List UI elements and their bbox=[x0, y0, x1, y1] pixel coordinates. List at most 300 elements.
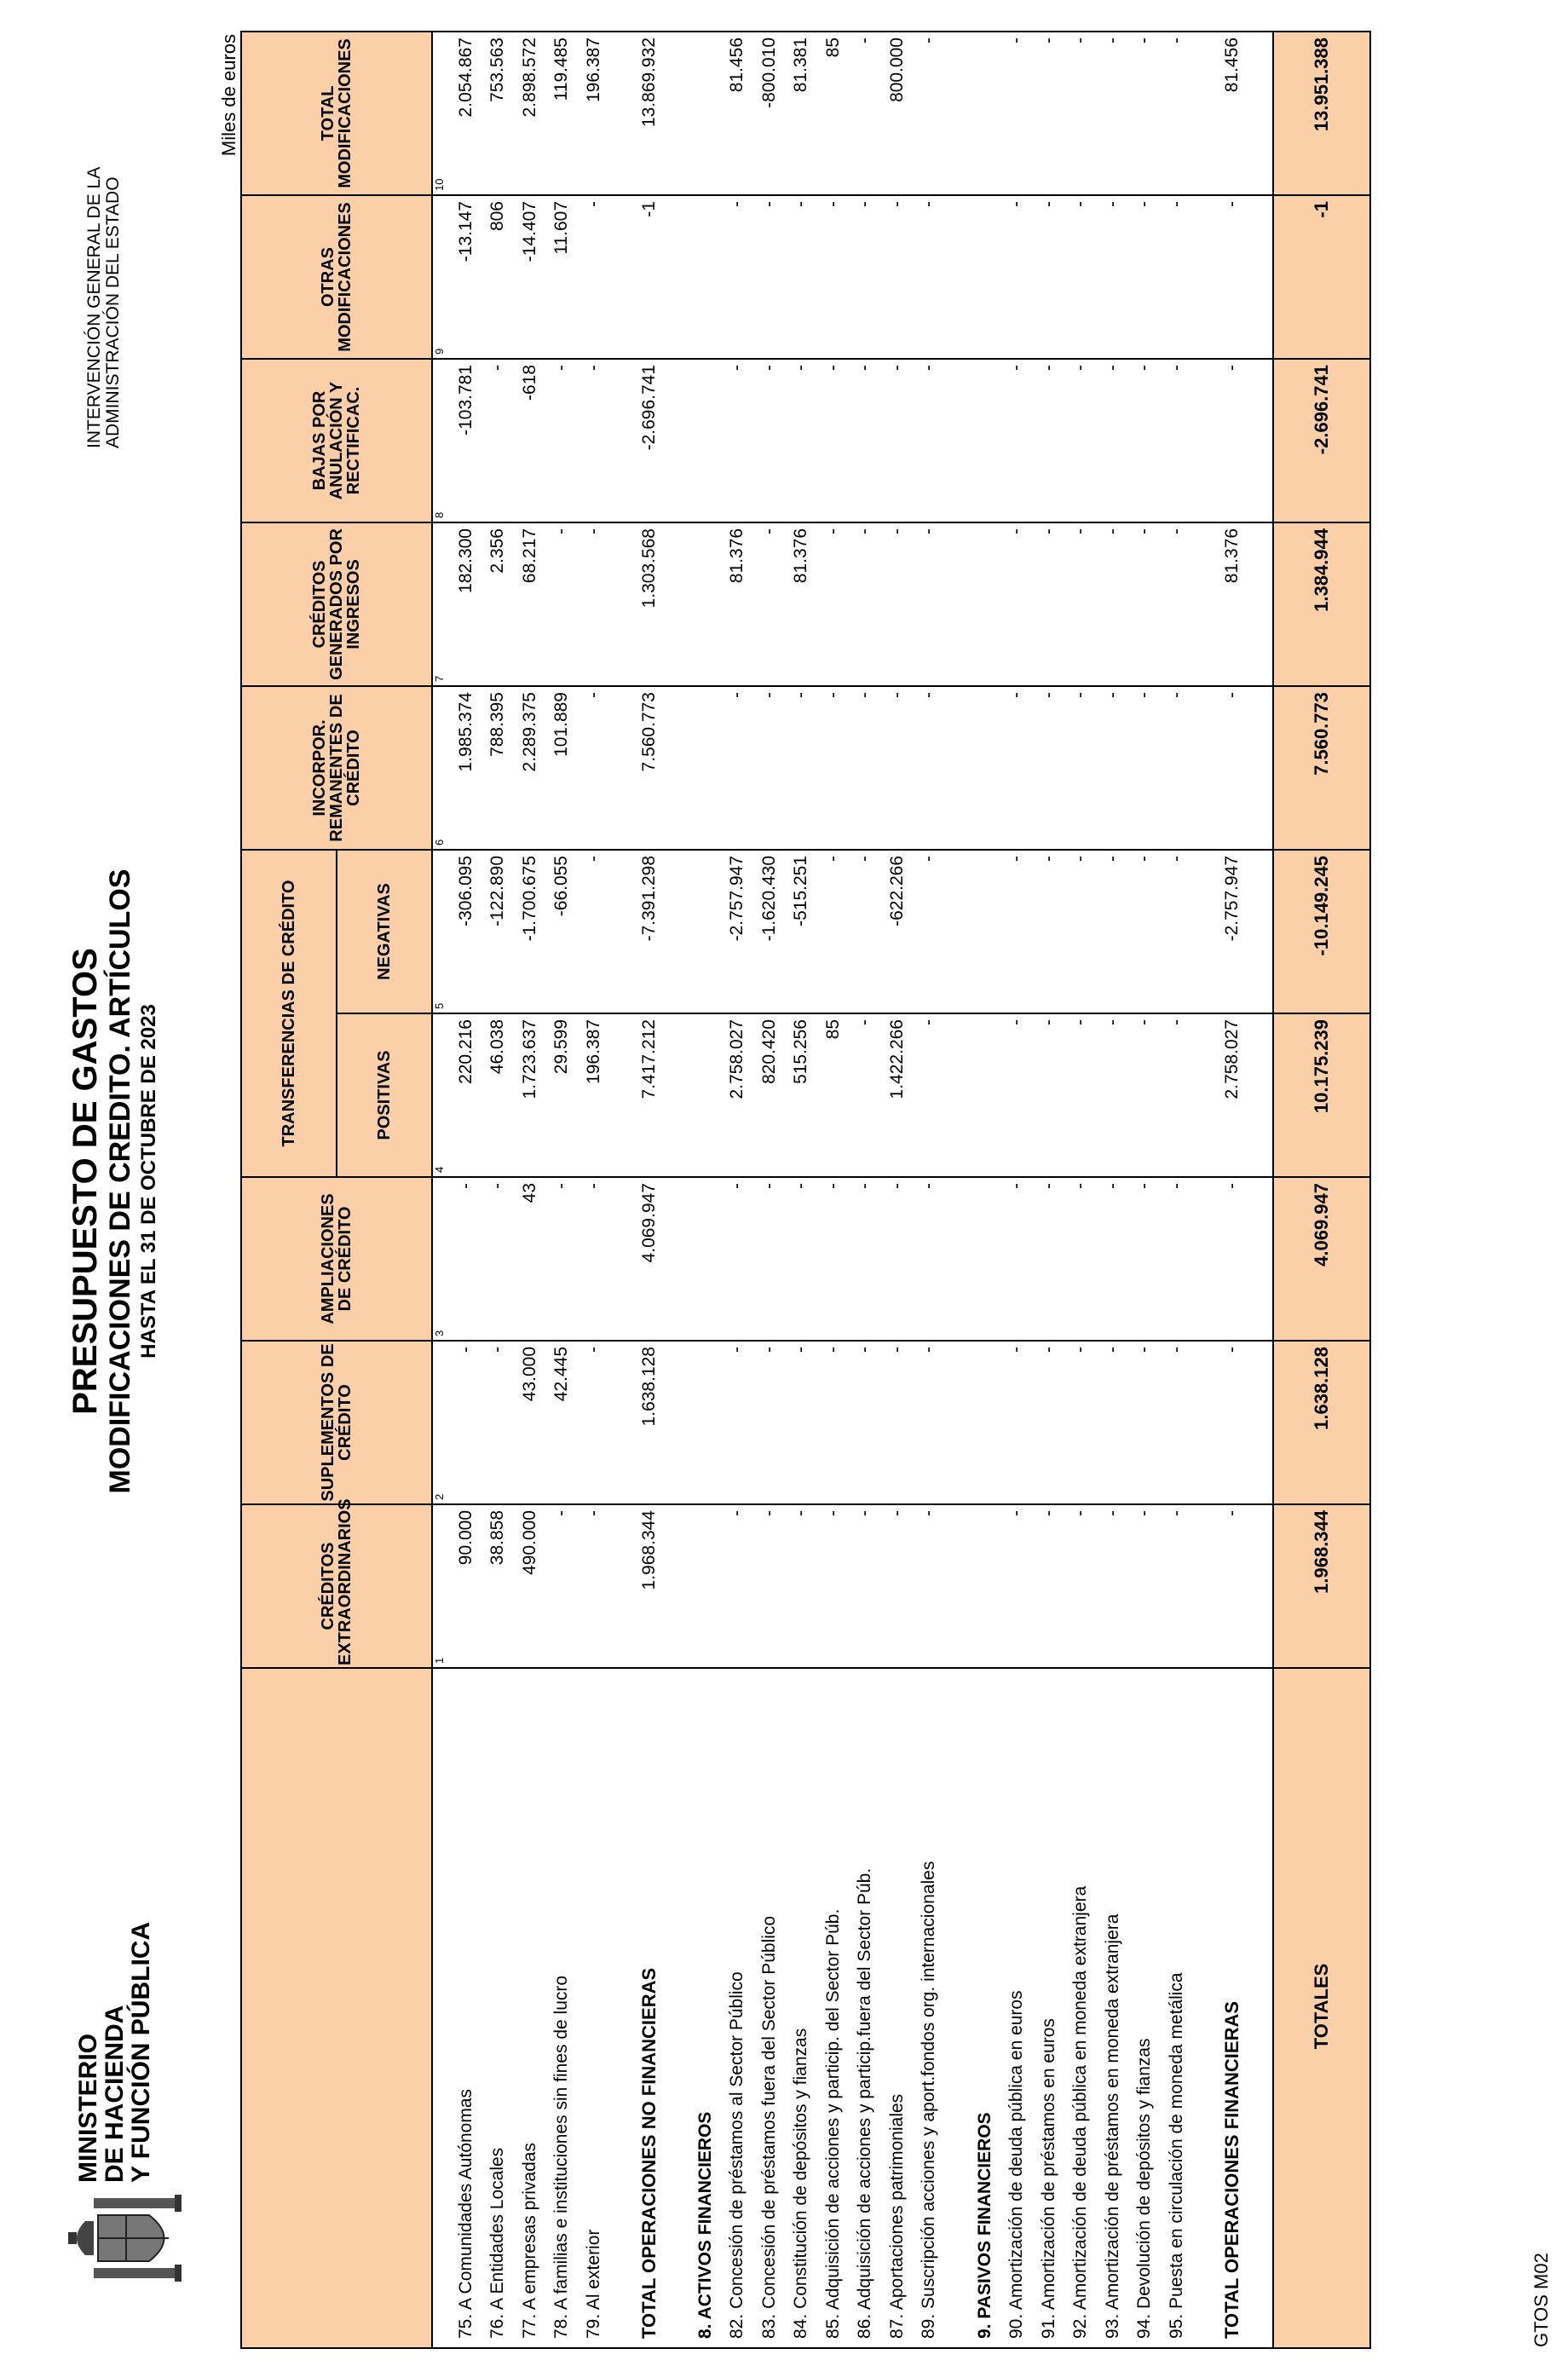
cell-value: - bbox=[722, 1177, 754, 1341]
cell-value: - bbox=[786, 1177, 818, 1341]
cell-value: 753.563 bbox=[482, 32, 515, 195]
cell-value: - bbox=[1129, 195, 1162, 359]
cell-value: - bbox=[1001, 1013, 1034, 1177]
cell-value: 1.638.128 bbox=[634, 1341, 666, 1504]
cell-value: - bbox=[753, 1504, 786, 1668]
cell-value: 4.069.947 bbox=[634, 1177, 666, 1341]
cell-value: -13.147 bbox=[450, 195, 482, 359]
cell-value: - bbox=[1217, 686, 1249, 850]
cell-value: - bbox=[914, 195, 946, 359]
cell-value: -800.010 bbox=[753, 32, 786, 195]
cell-value: - bbox=[1161, 1013, 1193, 1177]
cell-value: - bbox=[817, 850, 850, 1013]
cell-value: 81.376 bbox=[1217, 522, 1249, 686]
cell-value: - bbox=[881, 1504, 914, 1668]
cell-value bbox=[666, 195, 689, 359]
cell-value: - bbox=[753, 522, 786, 686]
cell-value bbox=[945, 195, 969, 359]
cell-value: - bbox=[1161, 850, 1193, 1013]
cell-value: - bbox=[1097, 195, 1129, 359]
column-index: 3 bbox=[432, 1177, 450, 1341]
cell-value: -618 bbox=[514, 359, 546, 522]
cell-value: -103.781 bbox=[450, 359, 482, 522]
cell-value: - bbox=[1161, 1341, 1193, 1504]
row-label: 84. Constitución de depósitos y fianzas bbox=[786, 1668, 818, 2348]
cell-value: 68.217 bbox=[514, 522, 546, 686]
cell-value: - bbox=[1001, 850, 1034, 1013]
cell-value: - bbox=[753, 359, 786, 522]
cell-value: - bbox=[881, 195, 914, 359]
cell-value: - bbox=[850, 686, 882, 850]
total-financieras-row bbox=[1217, 32, 1249, 2348]
cell-value: - bbox=[1033, 1013, 1065, 1177]
table-row bbox=[881, 32, 914, 2348]
cell-value: - bbox=[817, 1341, 850, 1504]
cell-value: - bbox=[1129, 1013, 1162, 1177]
cell-value: - bbox=[850, 359, 882, 522]
table-row bbox=[1129, 32, 1162, 2348]
cell-value: 1.303.568 bbox=[634, 522, 666, 686]
row-label: 76. A Entidades Locales bbox=[482, 1668, 515, 2348]
cell-value: - bbox=[1161, 1177, 1193, 1341]
cell-value: - bbox=[1097, 32, 1129, 195]
cell-value: - bbox=[1217, 1177, 1249, 1341]
cell-value: - bbox=[786, 1341, 818, 1504]
cell-value: - bbox=[578, 522, 610, 686]
cell-value: -306.095 bbox=[450, 850, 482, 1013]
cell-value bbox=[689, 1504, 722, 1668]
cell-value bbox=[1248, 850, 1273, 1013]
cell-value: - bbox=[1129, 686, 1162, 850]
cell-value: - bbox=[1097, 850, 1129, 1013]
cell-value bbox=[969, 522, 1001, 686]
units-label: Miles de euros bbox=[218, 34, 239, 157]
cell-value: - bbox=[1033, 1341, 1065, 1504]
cell-value: - bbox=[1033, 1504, 1065, 1668]
cell-value: -1.700.675 bbox=[514, 850, 546, 1013]
cell-value bbox=[666, 1013, 689, 1177]
cell-value bbox=[666, 1177, 689, 1341]
modifications-table bbox=[240, 31, 1371, 2349]
cell-value: - bbox=[914, 850, 946, 1013]
cell-value: - bbox=[1129, 1177, 1162, 1341]
cell-value: - bbox=[850, 850, 882, 1013]
title-sub: MODIFICACIONES DE CREDITO. ARTÍCULOS bbox=[104, 868, 136, 1494]
cell-value: -7.391.298 bbox=[634, 850, 666, 1013]
cell-value: - bbox=[722, 1341, 754, 1504]
header-creditos-generados: CRÉDITOS GENERADOS POR INGRESOS bbox=[241, 522, 432, 686]
cell-value: 1.723.637 bbox=[514, 1013, 546, 1177]
cell-value: 85 bbox=[817, 1013, 850, 1177]
cell-value: - bbox=[578, 686, 610, 850]
cell-value: 1.968.344 bbox=[634, 1504, 666, 1668]
header-incorpor-remanentes: INCORPOR. REMANENTES DE CRÉDITO bbox=[241, 686, 432, 850]
cell-value bbox=[610, 1177, 634, 1341]
cell-value: 81.376 bbox=[786, 522, 818, 686]
cell-value: - bbox=[722, 686, 754, 850]
cell-value: - bbox=[1097, 1341, 1129, 1504]
cell-value bbox=[969, 850, 1001, 1013]
activos-heading-row bbox=[689, 32, 722, 2348]
cell-value: 788.395 bbox=[482, 686, 515, 850]
cell-value: 81.381 bbox=[786, 32, 818, 195]
cell-value bbox=[969, 359, 1001, 522]
total-no-financieras-row bbox=[634, 32, 666, 2348]
column-index: 1 bbox=[432, 1504, 450, 1668]
cell-value: - bbox=[1065, 686, 1098, 850]
cell-value: 7.560.773 bbox=[634, 686, 666, 850]
cell-value: - bbox=[817, 1504, 850, 1668]
cell-value: - bbox=[482, 1341, 515, 1504]
cell-value bbox=[969, 1504, 1001, 1668]
cell-value: - bbox=[1001, 359, 1034, 522]
row-label: 94. Devolución de depósitos y fianzas bbox=[1129, 1668, 1162, 2348]
cell-value: - bbox=[722, 1504, 754, 1668]
cell-value bbox=[1248, 32, 1273, 195]
cell-value bbox=[689, 522, 722, 686]
ministry-line1: MINISTERIO bbox=[74, 2033, 102, 2183]
table-row bbox=[514, 32, 546, 2348]
table-row bbox=[817, 32, 850, 2348]
row-label: 79. Al exterior bbox=[578, 1668, 610, 2348]
cell-value bbox=[1193, 32, 1217, 195]
cell-value: 1.968.344 bbox=[1273, 1504, 1370, 1668]
ministry-line3: Y FUNCIÓN PÚBLICA bbox=[127, 1921, 155, 2183]
cell-value: - bbox=[1129, 1341, 1162, 1504]
cell-value: 2.289.375 bbox=[514, 686, 546, 850]
cell-value bbox=[945, 1504, 969, 1668]
cell-value: - bbox=[578, 1504, 610, 1668]
header-concept bbox=[241, 1668, 432, 2348]
cell-value: - bbox=[1033, 522, 1065, 686]
coat-of-arms-icon bbox=[60, 2191, 187, 2285]
column-index: 10 bbox=[432, 32, 450, 195]
cell-value: - bbox=[450, 1177, 482, 1341]
cell-value: - bbox=[914, 359, 946, 522]
cell-value bbox=[666, 32, 689, 195]
cell-value bbox=[666, 1504, 689, 1668]
cell-value: - bbox=[1161, 32, 1193, 195]
cell-value: - bbox=[1097, 522, 1129, 686]
cell-value: - bbox=[578, 1177, 610, 1341]
cell-value bbox=[1248, 522, 1273, 686]
cell-value bbox=[666, 1341, 689, 1504]
table-row bbox=[1033, 32, 1065, 2348]
cell-value: - bbox=[1129, 522, 1162, 686]
cell-value: 2.758.027 bbox=[1217, 1013, 1249, 1177]
cell-value: - bbox=[546, 1177, 579, 1341]
header-total-modificaciones: TOTAL MODIFICACIONES bbox=[241, 32, 432, 195]
cell-value bbox=[689, 1341, 722, 1504]
cell-value: -122.890 bbox=[482, 850, 515, 1013]
cell-value: - bbox=[817, 522, 850, 686]
column-index: 5 bbox=[432, 850, 450, 1013]
cell-value: - bbox=[786, 359, 818, 522]
cell-value: - bbox=[1129, 850, 1162, 1013]
cell-value: 2.898.572 bbox=[514, 32, 546, 195]
cell-value bbox=[969, 686, 1001, 850]
cell-value: 119.485 bbox=[546, 32, 579, 195]
cell-value: 490.000 bbox=[514, 1504, 546, 1668]
cell-value: - bbox=[817, 195, 850, 359]
cell-value bbox=[689, 1013, 722, 1177]
igae-header bbox=[85, 39, 123, 448]
cell-value bbox=[610, 359, 634, 522]
cell-value bbox=[945, 359, 969, 522]
cell-value bbox=[945, 32, 969, 195]
row-label: 91. Amortización de préstamos en euros bbox=[1033, 1668, 1065, 2348]
column-index: 2 bbox=[432, 1341, 450, 1504]
cell-value: - bbox=[914, 686, 946, 850]
cell-value bbox=[610, 522, 634, 686]
row-label: TOTALES bbox=[1273, 1668, 1370, 2348]
cell-value: - bbox=[1065, 850, 1098, 1013]
cell-value: 2.054.867 bbox=[450, 32, 482, 195]
cell-value bbox=[689, 32, 722, 195]
cell-value: -1 bbox=[1273, 195, 1370, 359]
cell-value: - bbox=[1161, 686, 1193, 850]
cell-value bbox=[945, 1177, 969, 1341]
spacer-row bbox=[666, 32, 689, 2348]
cell-value: - bbox=[1033, 195, 1065, 359]
cell-value: 806 bbox=[482, 195, 515, 359]
header-ampliaciones: AMPLIACIONES DE CRÉDITO bbox=[241, 1177, 432, 1341]
cell-value bbox=[1248, 686, 1273, 850]
igae-line1: INTERVENCIÓN GENERAL DE LA bbox=[84, 166, 104, 448]
cell-value: 220.216 bbox=[450, 1013, 482, 1177]
cell-value: - bbox=[914, 1341, 946, 1504]
cell-value: 46.038 bbox=[482, 1013, 515, 1177]
cell-value: -2.757.947 bbox=[1217, 850, 1249, 1013]
table-row bbox=[482, 32, 515, 2348]
cell-value: - bbox=[722, 359, 754, 522]
cell-value: -622.266 bbox=[881, 850, 914, 1013]
cell-value: 81.376 bbox=[722, 522, 754, 686]
cell-value: - bbox=[850, 1013, 882, 1177]
row-label: 86. Adquisición de acciones y particip.fuera del Sector Púb. bbox=[850, 1668, 882, 2348]
cell-value: 43.000 bbox=[514, 1341, 546, 1504]
cell-value: - bbox=[1065, 1013, 1098, 1177]
table-row bbox=[450, 32, 482, 2348]
cell-value: -2.757.947 bbox=[722, 850, 754, 1013]
cell-value: - bbox=[1001, 686, 1034, 850]
row-label: 93. Amortización de préstamos en moneda extranjera bbox=[1097, 1668, 1129, 2348]
table-row bbox=[1097, 32, 1129, 2348]
cell-value: -14.407 bbox=[514, 195, 546, 359]
cell-value: - bbox=[546, 1504, 579, 1668]
header-transferencias: TRANSFERENCIAS DE CRÉDITO bbox=[241, 850, 337, 1177]
cell-value bbox=[945, 850, 969, 1013]
cell-value: - bbox=[914, 522, 946, 686]
row-label: 85. Adquisición de acciones y particip. del Sector Púb. bbox=[817, 1668, 850, 2348]
cell-value: 38.858 bbox=[482, 1504, 515, 1668]
cell-value: - bbox=[1161, 522, 1193, 686]
cell-value bbox=[1193, 1013, 1217, 1177]
cell-value bbox=[1248, 1341, 1273, 1504]
cell-value: - bbox=[482, 1177, 515, 1341]
cell-value: - bbox=[881, 359, 914, 522]
cell-value bbox=[969, 195, 1001, 359]
cell-value: - bbox=[881, 522, 914, 686]
cell-value bbox=[1248, 359, 1273, 522]
cell-value: - bbox=[1065, 195, 1098, 359]
spacer-row bbox=[610, 32, 634, 2348]
cell-value: - bbox=[546, 359, 579, 522]
cell-value: - bbox=[753, 1341, 786, 1504]
header-bajas-anulacion: BAJAS POR ANULACIÓN Y RECTIFICAC. bbox=[241, 359, 432, 522]
cell-value bbox=[1193, 359, 1217, 522]
table-row bbox=[914, 32, 946, 2348]
cell-value: - bbox=[1065, 32, 1098, 195]
cell-value: 2.356 bbox=[482, 522, 515, 686]
cell-value bbox=[610, 195, 634, 359]
cell-value: - bbox=[1065, 1177, 1098, 1341]
igae-line2: ADMINISTRACIÓN DEL ESTADO bbox=[103, 176, 123, 448]
cell-value: - bbox=[1001, 1504, 1034, 1668]
cell-value: - bbox=[1129, 359, 1162, 522]
cell-value bbox=[1193, 850, 1217, 1013]
cell-value: - bbox=[1033, 850, 1065, 1013]
spacer-row bbox=[945, 32, 969, 2348]
cell-value: - bbox=[817, 359, 850, 522]
table-row bbox=[850, 32, 882, 2348]
cell-value: - bbox=[850, 522, 882, 686]
index-blank bbox=[432, 1668, 450, 2348]
cell-value: - bbox=[1001, 32, 1034, 195]
cell-value bbox=[945, 522, 969, 686]
cell-value: - bbox=[817, 1177, 850, 1341]
cell-value: - bbox=[1097, 1504, 1129, 1668]
cell-value: - bbox=[881, 686, 914, 850]
cell-value: - bbox=[1001, 1177, 1034, 1341]
cell-value: 90.000 bbox=[450, 1504, 482, 1668]
cell-value: 1.422.266 bbox=[881, 1013, 914, 1177]
column-index: 8 bbox=[432, 359, 450, 522]
cell-value: - bbox=[850, 1504, 882, 1668]
cell-value: - bbox=[1065, 359, 1098, 522]
cell-value: - bbox=[753, 686, 786, 850]
row-label: TOTAL OPERACIONES NO FINANCIERAS bbox=[634, 1668, 666, 2348]
cell-value: - bbox=[1097, 359, 1129, 522]
cell-value: - bbox=[786, 1504, 818, 1668]
cell-value: 196.387 bbox=[578, 32, 610, 195]
cell-value: - bbox=[753, 1177, 786, 1341]
row-label: 90. Amortización de deuda pública en euros bbox=[1001, 1668, 1034, 2348]
cell-value bbox=[610, 1341, 634, 1504]
cell-value: 182.300 bbox=[450, 522, 482, 686]
table-row bbox=[546, 32, 579, 2348]
row-label: 87. Aportaciones patrimoniales bbox=[881, 1668, 914, 2348]
ministry-name bbox=[75, 1922, 154, 2183]
column-index: 9 bbox=[432, 195, 450, 359]
cell-value: 515.256 bbox=[786, 1013, 818, 1177]
cell-value: - bbox=[1129, 1504, 1162, 1668]
cell-value bbox=[689, 359, 722, 522]
cell-value: - bbox=[914, 1504, 946, 1668]
cell-value: 1.384.944 bbox=[1273, 522, 1370, 686]
cell-value: 1.985.374 bbox=[450, 686, 482, 850]
cell-value: - bbox=[546, 522, 579, 686]
cell-value: - bbox=[1217, 195, 1249, 359]
cell-value: - bbox=[1217, 1341, 1249, 1504]
cell-value: -515.251 bbox=[786, 850, 818, 1013]
cell-value: 29.599 bbox=[546, 1013, 579, 1177]
cell-value bbox=[666, 522, 689, 686]
cell-value: 81.456 bbox=[1217, 32, 1249, 195]
cell-value bbox=[610, 32, 634, 195]
cell-value bbox=[689, 195, 722, 359]
cell-value bbox=[666, 850, 689, 1013]
cell-value: - bbox=[1065, 522, 1098, 686]
row-label: 8. ACTIVOS FINANCIEROS bbox=[689, 1668, 722, 2348]
cell-value bbox=[969, 1013, 1001, 1177]
table-row bbox=[1065, 32, 1098, 2348]
cell-value: - bbox=[1097, 1013, 1129, 1177]
row-label: 92. Amortización de deuda pública en moneda extranjera bbox=[1065, 1668, 1098, 2348]
cell-value bbox=[1193, 1341, 1217, 1504]
cell-value: - bbox=[578, 1341, 610, 1504]
table-row bbox=[722, 32, 754, 2348]
cell-value: - bbox=[1161, 195, 1193, 359]
cell-value bbox=[969, 1341, 1001, 1504]
cell-value: 4.069.947 bbox=[1273, 1177, 1370, 1341]
cell-value bbox=[1248, 195, 1273, 359]
cell-value: 101.889 bbox=[546, 686, 579, 850]
cell-value bbox=[1193, 1504, 1217, 1668]
header-otras-modificaciones: OTRAS MODIFICACIONES bbox=[241, 195, 432, 359]
column-index: 6 bbox=[432, 686, 450, 850]
cell-value: -1 bbox=[634, 195, 666, 359]
cell-value: - bbox=[850, 1341, 882, 1504]
cell-value bbox=[666, 686, 689, 850]
cell-value bbox=[969, 1177, 1001, 1341]
cell-value bbox=[945, 1341, 969, 1504]
header-suplementos: SUPLEMENTOS DE CRÉDITO bbox=[241, 1341, 432, 1504]
header-negativas: NEGATIVAS bbox=[337, 850, 432, 1013]
cell-value: 10.175.239 bbox=[1273, 1013, 1370, 1177]
footer-code: GTOS M02 bbox=[1531, 2253, 1552, 2347]
cell-value bbox=[1193, 686, 1217, 850]
cell-value bbox=[610, 1013, 634, 1177]
cell-value: - bbox=[1001, 195, 1034, 359]
cell-value: - bbox=[881, 1341, 914, 1504]
table-row bbox=[753, 32, 786, 2348]
cell-value: - bbox=[817, 686, 850, 850]
cell-value: - bbox=[578, 850, 610, 1013]
cell-value bbox=[1248, 1177, 1273, 1341]
cell-value: - bbox=[722, 195, 754, 359]
cell-value bbox=[1193, 1177, 1217, 1341]
cell-value: - bbox=[1097, 686, 1129, 850]
cell-value: - bbox=[753, 195, 786, 359]
cell-value bbox=[1248, 1504, 1273, 1668]
cell-value bbox=[610, 850, 634, 1013]
cell-value: - bbox=[1217, 359, 1249, 522]
totales-row bbox=[1273, 32, 1370, 2348]
cell-value: 11.607 bbox=[546, 195, 579, 359]
cell-value: - bbox=[914, 1177, 946, 1341]
cell-value: -2.696.741 bbox=[634, 359, 666, 522]
row-label: 89. Suscripción acciones y aport.fondos org. internacionales bbox=[914, 1668, 946, 2348]
cell-value: 800.000 bbox=[881, 32, 914, 195]
row-label: 77. A empresas privadas bbox=[514, 1668, 546, 2348]
cell-value bbox=[689, 850, 722, 1013]
row-label bbox=[945, 1668, 969, 2348]
cell-value: 85 bbox=[817, 32, 850, 195]
cell-value: 81.456 bbox=[722, 32, 754, 195]
cell-value: 1.638.128 bbox=[1273, 1341, 1370, 1504]
cell-value bbox=[969, 32, 1001, 195]
